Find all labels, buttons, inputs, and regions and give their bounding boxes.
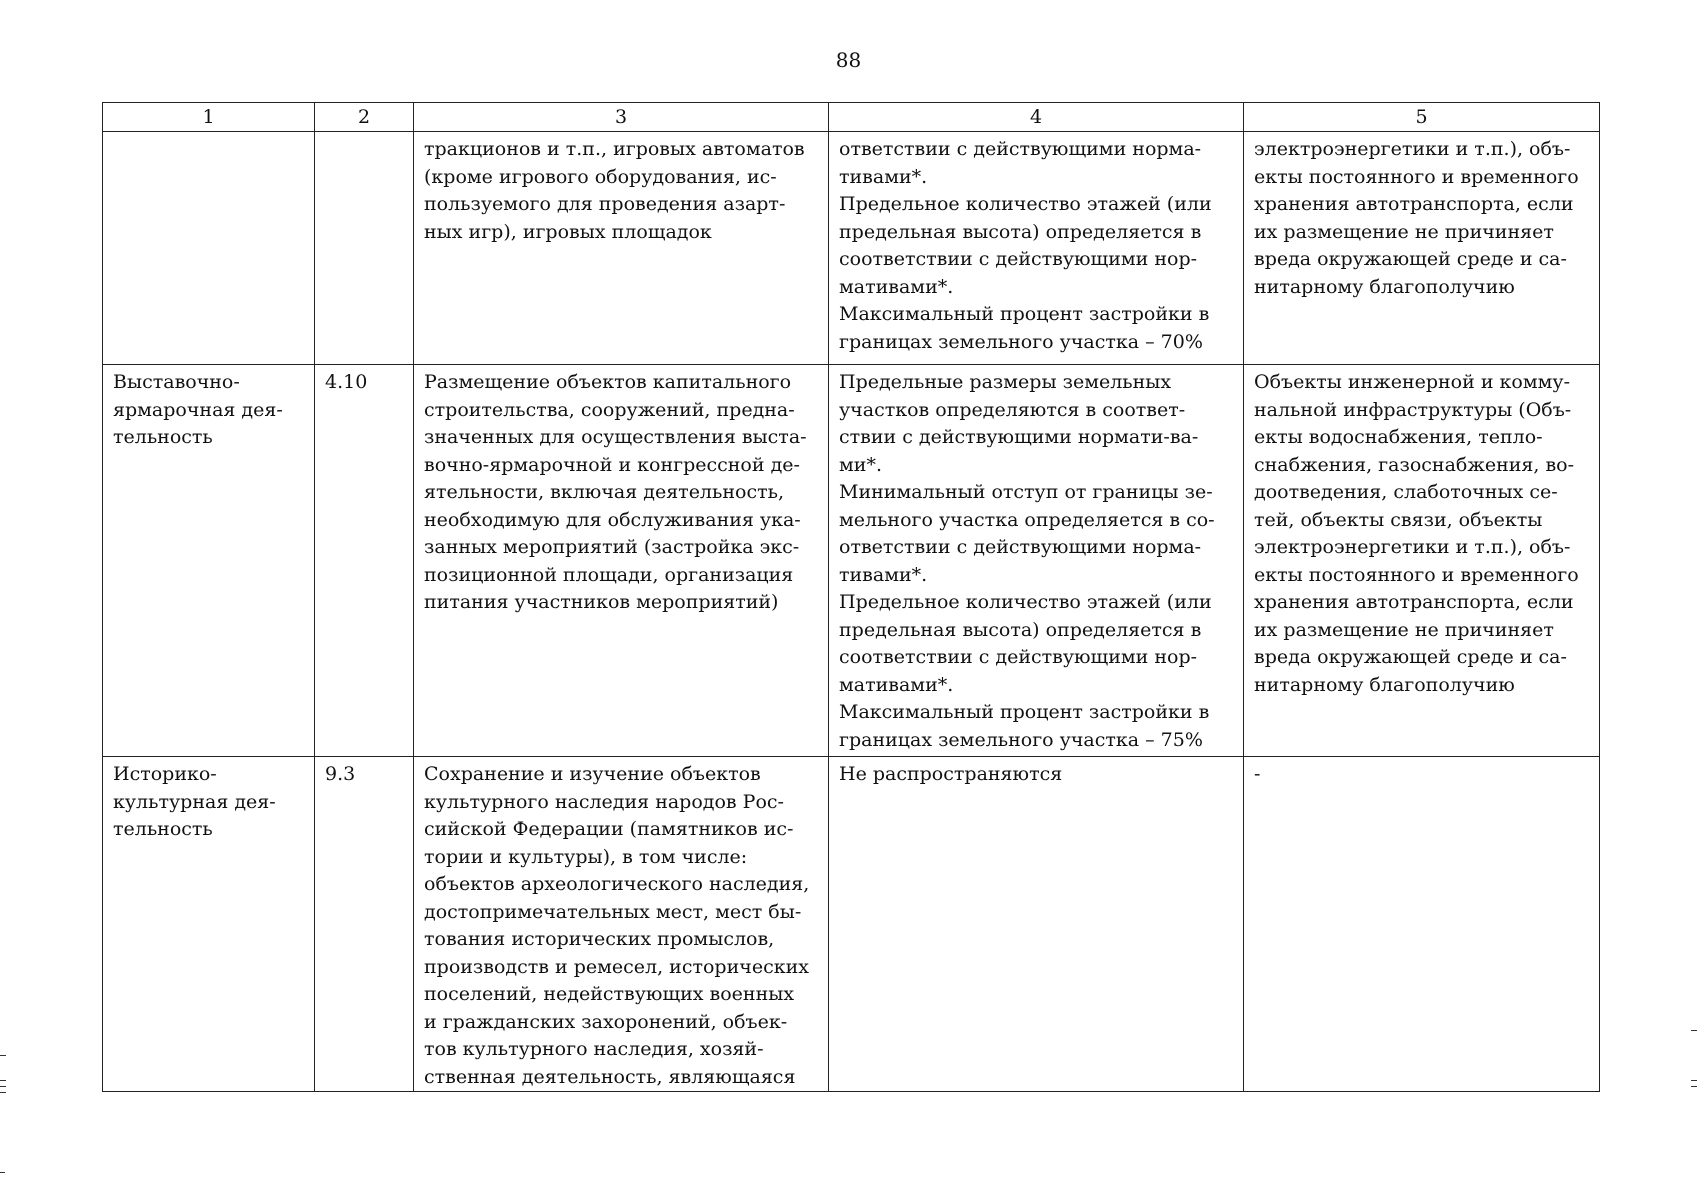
table-row: [103, 365, 1600, 757]
building-parameters: Предельные размеры земельных участков определяются в соответ- ствии с действующими нормати-ва- ми*. Минимальный отступ от границы зе- мельного участка определяется в со- ответствии с действующими норма- тивами*. Предельное количество этажей (или предельная высота) определяется в соответствии с действующими нор- мативами*. Максимальный процент застройки в границах земельного участка – 75%: [829, 365, 1244, 757]
page-number: 88: [835, 48, 862, 72]
use-type-code: [315, 132, 414, 365]
auxiliary-uses: -: [1244, 757, 1600, 1092]
building-parameters: Не распространяются: [829, 757, 1244, 1092]
scan-edge-mark: [1691, 1030, 1697, 1031]
use-type-description: Сохранение и изучение объектов культурного наследия народов Рос- сийской Федерации (памятников ис- тории и культуры), в том числе: объектов археологического наследия, достопримечательных мест, мест бы- тования исторических промыслов, производств и ремесел, исторических поселений, недействующих военных и гражданских захоронений, объек- тов культурного наследия, хозяй- ственная деятельность, являющаяся: [414, 757, 829, 1092]
column-header-4: 4: [829, 103, 1244, 132]
column-number-row: [103, 103, 1600, 132]
building-parameters: ответствии с действующими норма- тивами*. Предельное количество этажей (или предельная высота) определяется в соответствии с действующими нор- мативами*. Максимальный процент застройки в границах земельного участка – 70%: [829, 132, 1244, 365]
column-header-5: 5: [1244, 103, 1600, 132]
scan-edge-mark: [0, 1092, 6, 1093]
auxiliary-uses: Объекты инженерной и комму- нальной инфраструктуры (Объ- екты водоснабжения, тепло- снабжения, газоснабжения, во- доотведения, слаботочных се- тей, объекты связи, объекты электроэнергетики и т.п.), объ- екты постоянного и временного хранения автотранспорта, если их размещение не причиняет вреда окружающей среде и са- нитарному благополучию: [1244, 365, 1600, 757]
scan-edge-mark: [1691, 1086, 1697, 1087]
scan-edge-mark: [0, 1055, 6, 1056]
scan-edge-mark: [0, 1080, 6, 1081]
use-type-name: Историко- культурная дея- тельность: [103, 757, 315, 1092]
use-type-name: [103, 132, 315, 365]
scan-edge-mark: [1691, 1080, 1697, 1081]
scan-edge-mark: [0, 1086, 6, 1087]
column-header-2: 2: [315, 103, 414, 132]
scan-edge-mark: [0, 1172, 5, 1173]
table-row: [103, 132, 1600, 365]
land-use-table: [102, 102, 1600, 1092]
column-header-1: 1: [103, 103, 315, 132]
use-type-code: 9.3: [315, 757, 414, 1092]
column-header-3: 3: [414, 103, 829, 132]
use-type-description: Размещение объектов капитального строительства, сооружений, предна- значенных для осуществления выста- вочно-ярмарочной и конгрессной де- ятельности, включая деятельность, необходимую для обслуживания ука- занных мероприятий (застройка экс- позиционной площади, организация питания участников мероприятий): [414, 365, 829, 757]
use-type-description: тракционов и т.п., игровых автоматов (кроме игрового оборудования, ис- пользуемого для проведения азарт- ных игр), игровых площадок: [414, 132, 829, 365]
use-type-name: Выставочно- ярмарочная дея- тельность: [103, 365, 315, 757]
auxiliary-uses: электроэнергетики и т.п.), объ- екты постоянного и временного хранения автотранспорта, если их размещение не причиняет вреда окружающей среде и са- нитарному благополучию: [1244, 132, 1600, 365]
table-row: [103, 757, 1600, 1092]
use-type-code: 4.10: [315, 365, 414, 757]
